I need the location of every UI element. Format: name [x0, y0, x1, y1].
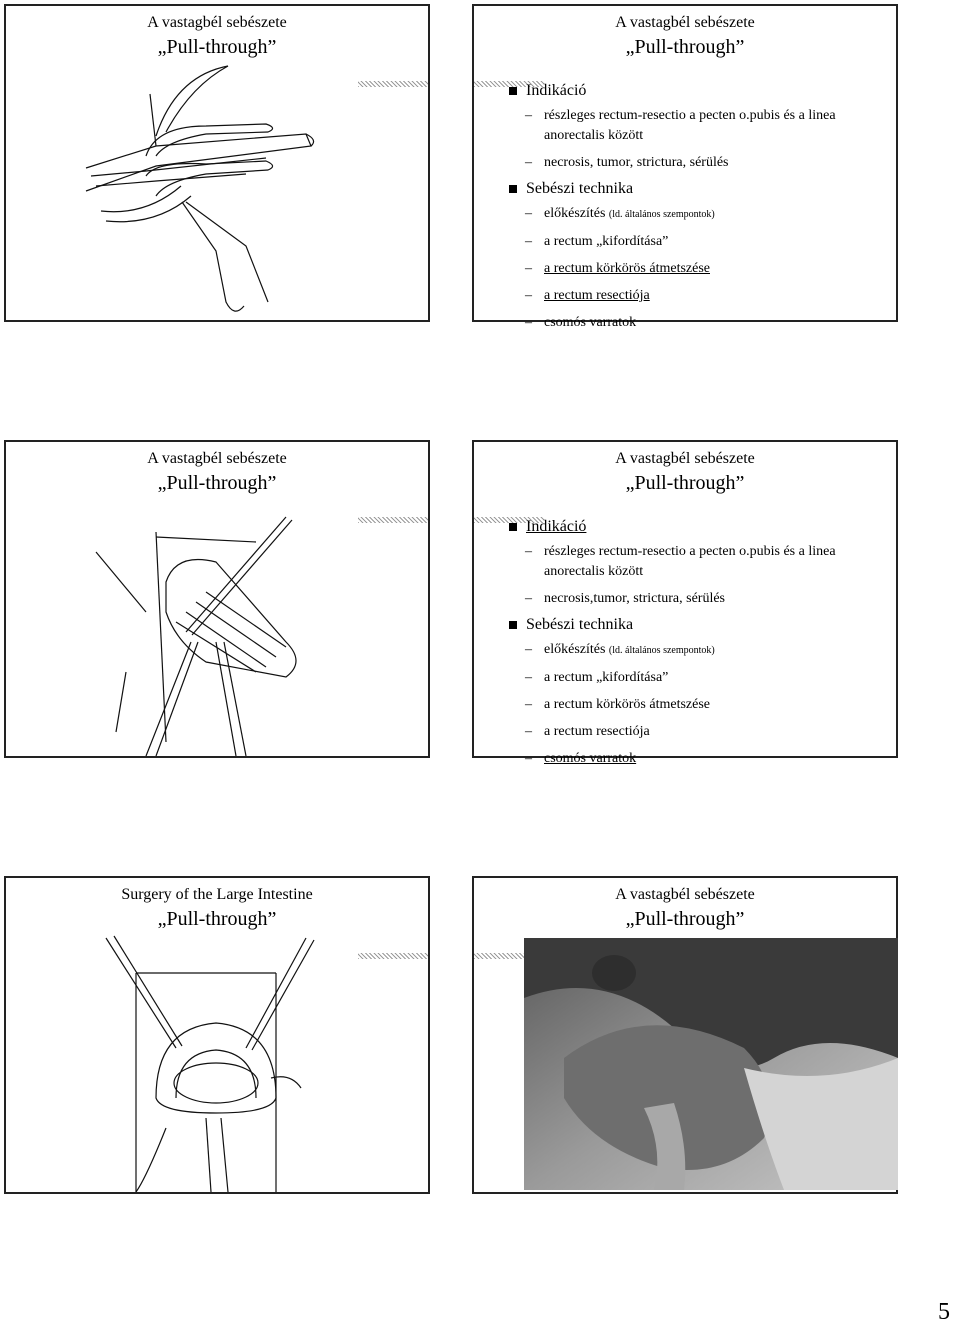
- slide-title: A vastagbél sebészete: [615, 14, 755, 31]
- bullet-item: – a rectum „kifordítása”: [498, 668, 898, 688]
- bullet-item-main: előkészítés: [544, 206, 606, 221]
- slide-title: Surgery of the Large Intestine: [121, 886, 313, 903]
- bullet-item: – a rectum körkörös átmetszése: [498, 259, 898, 279]
- slide-title: A vastagbél sebészete: [147, 450, 287, 467]
- slide-subtitle: „Pull-through”: [625, 36, 745, 58]
- bullet-item: – a rectum resectiója: [498, 722, 898, 742]
- bullet-item: – a rectum resectiója: [498, 286, 898, 306]
- bullet-item: – a rectum körkörös átmetszése: [498, 695, 898, 715]
- bullet-heading: Indikáció: [498, 518, 898, 536]
- surgical-illustration: [6, 442, 428, 756]
- slide-subtitle: „Pull-through”: [157, 472, 277, 494]
- slide-bullets: [498, 518, 898, 776]
- slide-subtitle: „Pull-through”: [625, 472, 745, 494]
- slide-2: [472, 4, 898, 330]
- bullet-item-main: előkészítés: [544, 642, 606, 657]
- bullet-item: – necrosis, tumor, strictura, sérülés: [498, 153, 898, 173]
- slide-title: A vastagbél sebészete: [615, 450, 755, 467]
- slide-title: A vastagbél sebészete: [147, 14, 287, 31]
- bullet-item: – részleges rectum-resectio a pecten o.pubis és a linea anorectalis között: [498, 542, 898, 582]
- bullet-item-note: (ld. általános szempontok): [608, 645, 715, 656]
- bullet-item: – csomós varratok: [498, 749, 898, 769]
- surgery-photo-graphic: [524, 938, 898, 1190]
- slide-subtitle: „Pull-through”: [157, 36, 277, 58]
- surgical-illustration: [6, 878, 428, 1192]
- slide-subtitle: „Pull-through”: [625, 908, 745, 930]
- bullet-item: – necrosis,tumor, strictura, sérülés: [498, 589, 898, 609]
- slide-subtitle: „Pull-through”: [157, 908, 277, 930]
- slide-bullets: [498, 82, 898, 340]
- surgical-illustration: [6, 6, 428, 320]
- slide-5: [4, 876, 430, 1194]
- page-number: 5: [938, 1299, 950, 1325]
- bullet-item: – a rectum „kifordítása”: [498, 232, 898, 252]
- bullet-item: – részleges rectum-resectio a pecten o.pubis és a linea anorectalis között: [498, 106, 898, 146]
- slide-3: [4, 440, 430, 758]
- bullet-item: – csomós varratok: [498, 313, 898, 333]
- slide-4: [472, 440, 898, 766]
- slide-1: [4, 4, 430, 322]
- bullet-heading: Indikáció: [498, 82, 898, 100]
- bullet-heading: Sebészi technika: [498, 180, 898, 198]
- bullet-item-note: (ld. általános szempontok): [608, 209, 715, 220]
- bullet-item: [498, 640, 898, 661]
- slide-6: [472, 876, 898, 1194]
- bullet-item: [498, 204, 898, 225]
- surgery-photo: [524, 938, 898, 1190]
- slide-title: A vastagbél sebészete: [615, 886, 755, 903]
- bullet-heading: Sebészi technika: [498, 616, 898, 634]
